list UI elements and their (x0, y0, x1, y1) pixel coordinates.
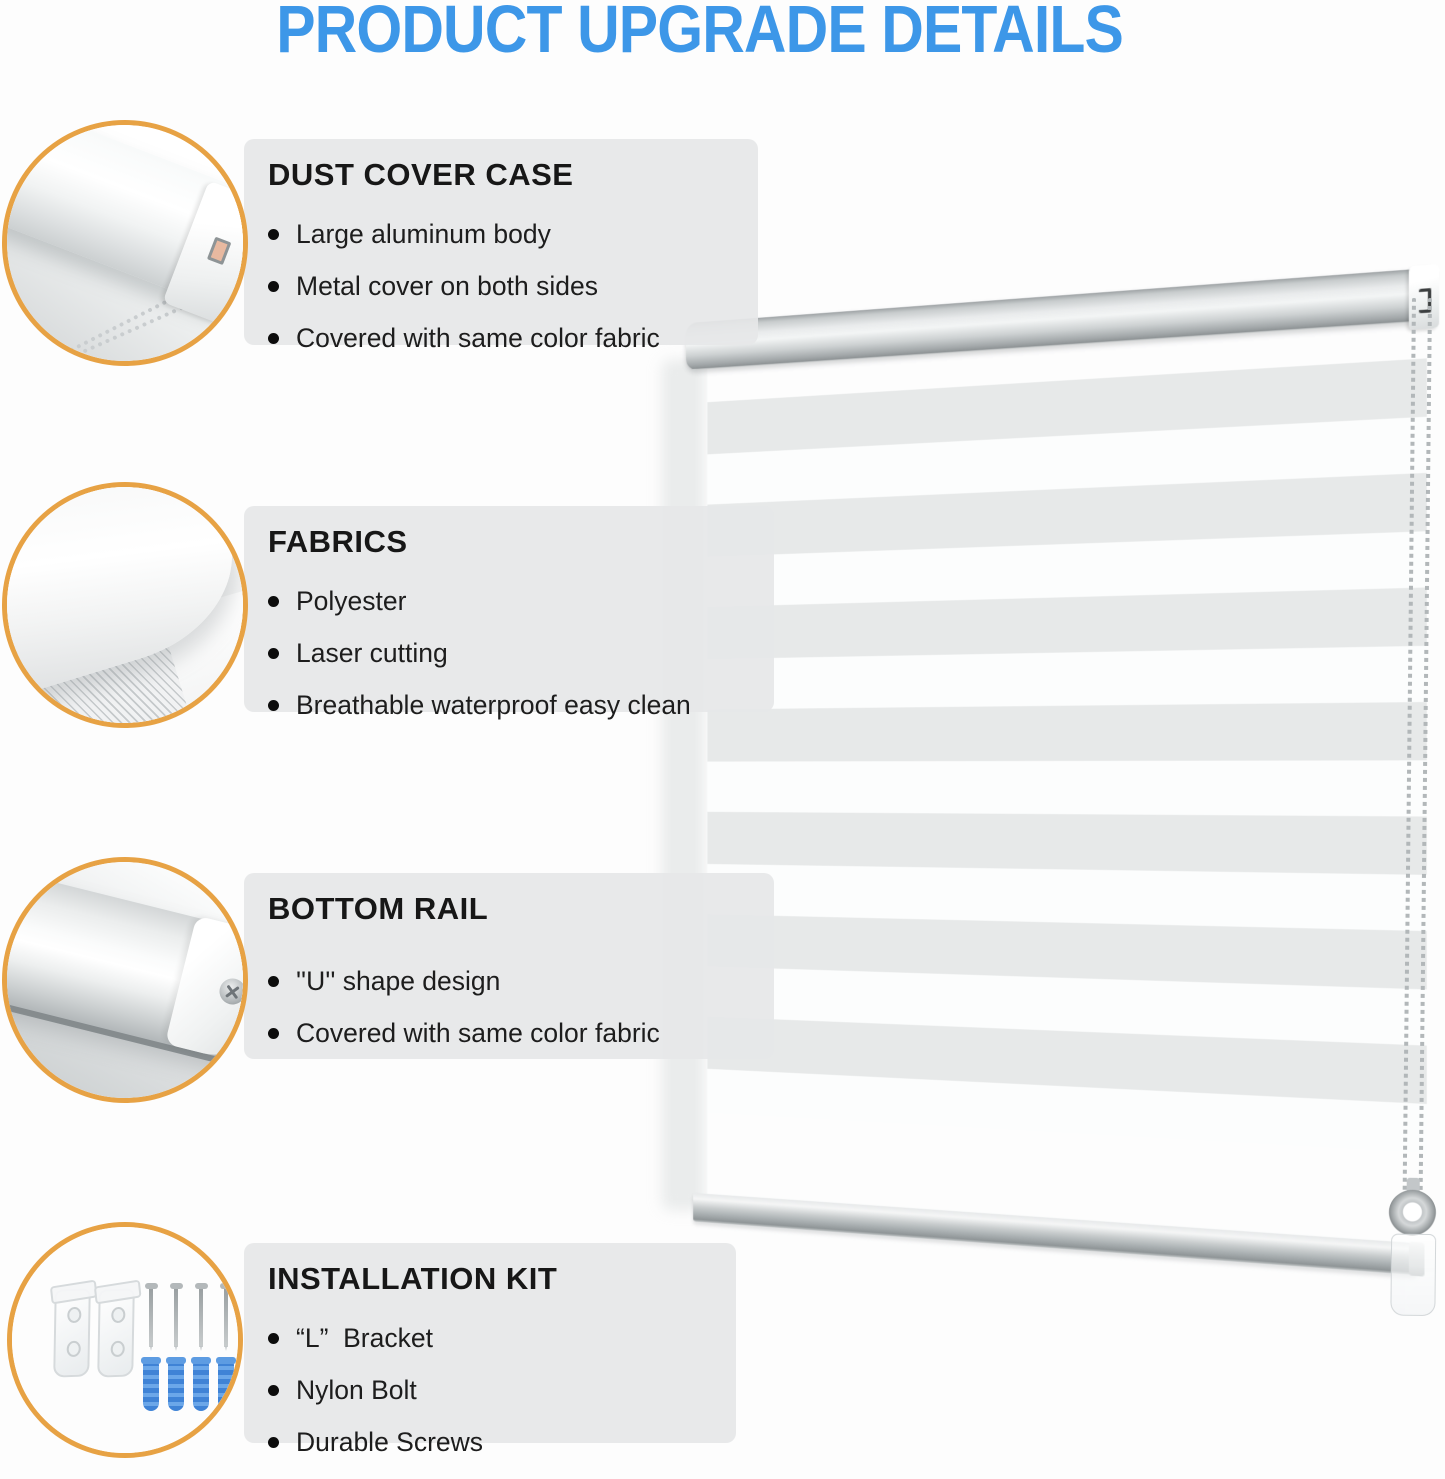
page-title: PRODUCT UPGRADE DETAILS (276, 0, 1123, 67)
zebra-blind-photo (686, 268, 1436, 1277)
dust-cover-photo-circle (2, 120, 248, 366)
feature-panel-installation-kit (244, 1243, 736, 1458)
feature-title: DUST COVER CASE (268, 157, 574, 192)
screw-graphic (174, 1289, 178, 1347)
bracket-hole (111, 1307, 125, 1323)
bullet-item: Covered with same color fabric (268, 324, 740, 353)
bracket-hole (67, 1307, 81, 1323)
chain-pull-ring (1388, 1190, 1437, 1239)
zebra-fabric-stripes (707, 320, 1426, 1244)
bullet-item: Laser cutting (268, 639, 756, 668)
feature-panel-fabrics (244, 506, 774, 721)
feature-bullets (268, 1324, 718, 1457)
bracket-hole (67, 1341, 81, 1357)
bullet-item: Polyester (268, 587, 756, 616)
bullet-item: “L” Bracket (268, 1324, 718, 1353)
l-bracket-graphic (53, 1288, 91, 1377)
bullet-dot-icon (268, 1437, 279, 1448)
bullet-dot-icon (268, 976, 279, 987)
bullet-dot-icon (268, 1385, 279, 1396)
fabric-photo-circle (2, 482, 248, 728)
bullet-item: Covered with same color fabric (268, 1019, 756, 1048)
bullet-dot-icon (268, 596, 279, 607)
chain-tassel (1390, 1234, 1436, 1316)
feature-bullets (268, 220, 740, 353)
nylon-bolt-graphic (143, 1361, 159, 1411)
screw-head-graphic (217, 976, 248, 1008)
bullet-item: ''U'' shape design (268, 967, 756, 996)
bracket-hole (111, 1341, 125, 1357)
bullet-dot-icon (268, 700, 279, 711)
bullet-item: Nylon Bolt (268, 1376, 718, 1405)
bead-chain-strand (1419, 298, 1432, 1198)
feature-bullets (268, 967, 756, 1048)
feature-panel-bottom-rail (244, 873, 774, 1059)
rail-endcap-graphic (165, 916, 248, 1066)
nylon-bolt-graphic (218, 1361, 234, 1411)
feature-bullets (268, 587, 756, 720)
feature-title: INSTALLATION KIT (268, 1261, 558, 1296)
bullet-item: Large aluminum body (268, 220, 740, 249)
bullet-dot-icon (268, 1333, 279, 1344)
bullet-item: Breathable waterproof easy clean (268, 691, 756, 720)
feature-panel-dust-cover (244, 139, 758, 354)
bullet-item: Durable Screws (268, 1428, 718, 1457)
screw-graphic (224, 1289, 228, 1347)
screw-graphic (199, 1289, 203, 1347)
nylon-bolt-graphic (193, 1361, 209, 1411)
bottom-rail-photo-circle (2, 857, 248, 1103)
nylon-bolt-graphic (168, 1361, 184, 1411)
l-bracket-graphic (97, 1288, 135, 1377)
bullet-item: Metal cover on both sides (268, 272, 740, 301)
bullet-dot-icon (268, 333, 279, 344)
bullet-dot-icon (268, 1028, 279, 1039)
feature-title: BOTTOM RAIL (268, 891, 489, 926)
screw-graphic (149, 1289, 153, 1347)
bullet-dot-icon (268, 229, 279, 240)
installation-kit-photo-circle (7, 1222, 243, 1458)
feature-title: FABRICS (268, 524, 408, 559)
bead-chain-strand (1403, 298, 1416, 1198)
metal-clip-graphic (207, 237, 231, 265)
bullet-dot-icon (268, 281, 279, 292)
bullet-dot-icon (268, 648, 279, 659)
